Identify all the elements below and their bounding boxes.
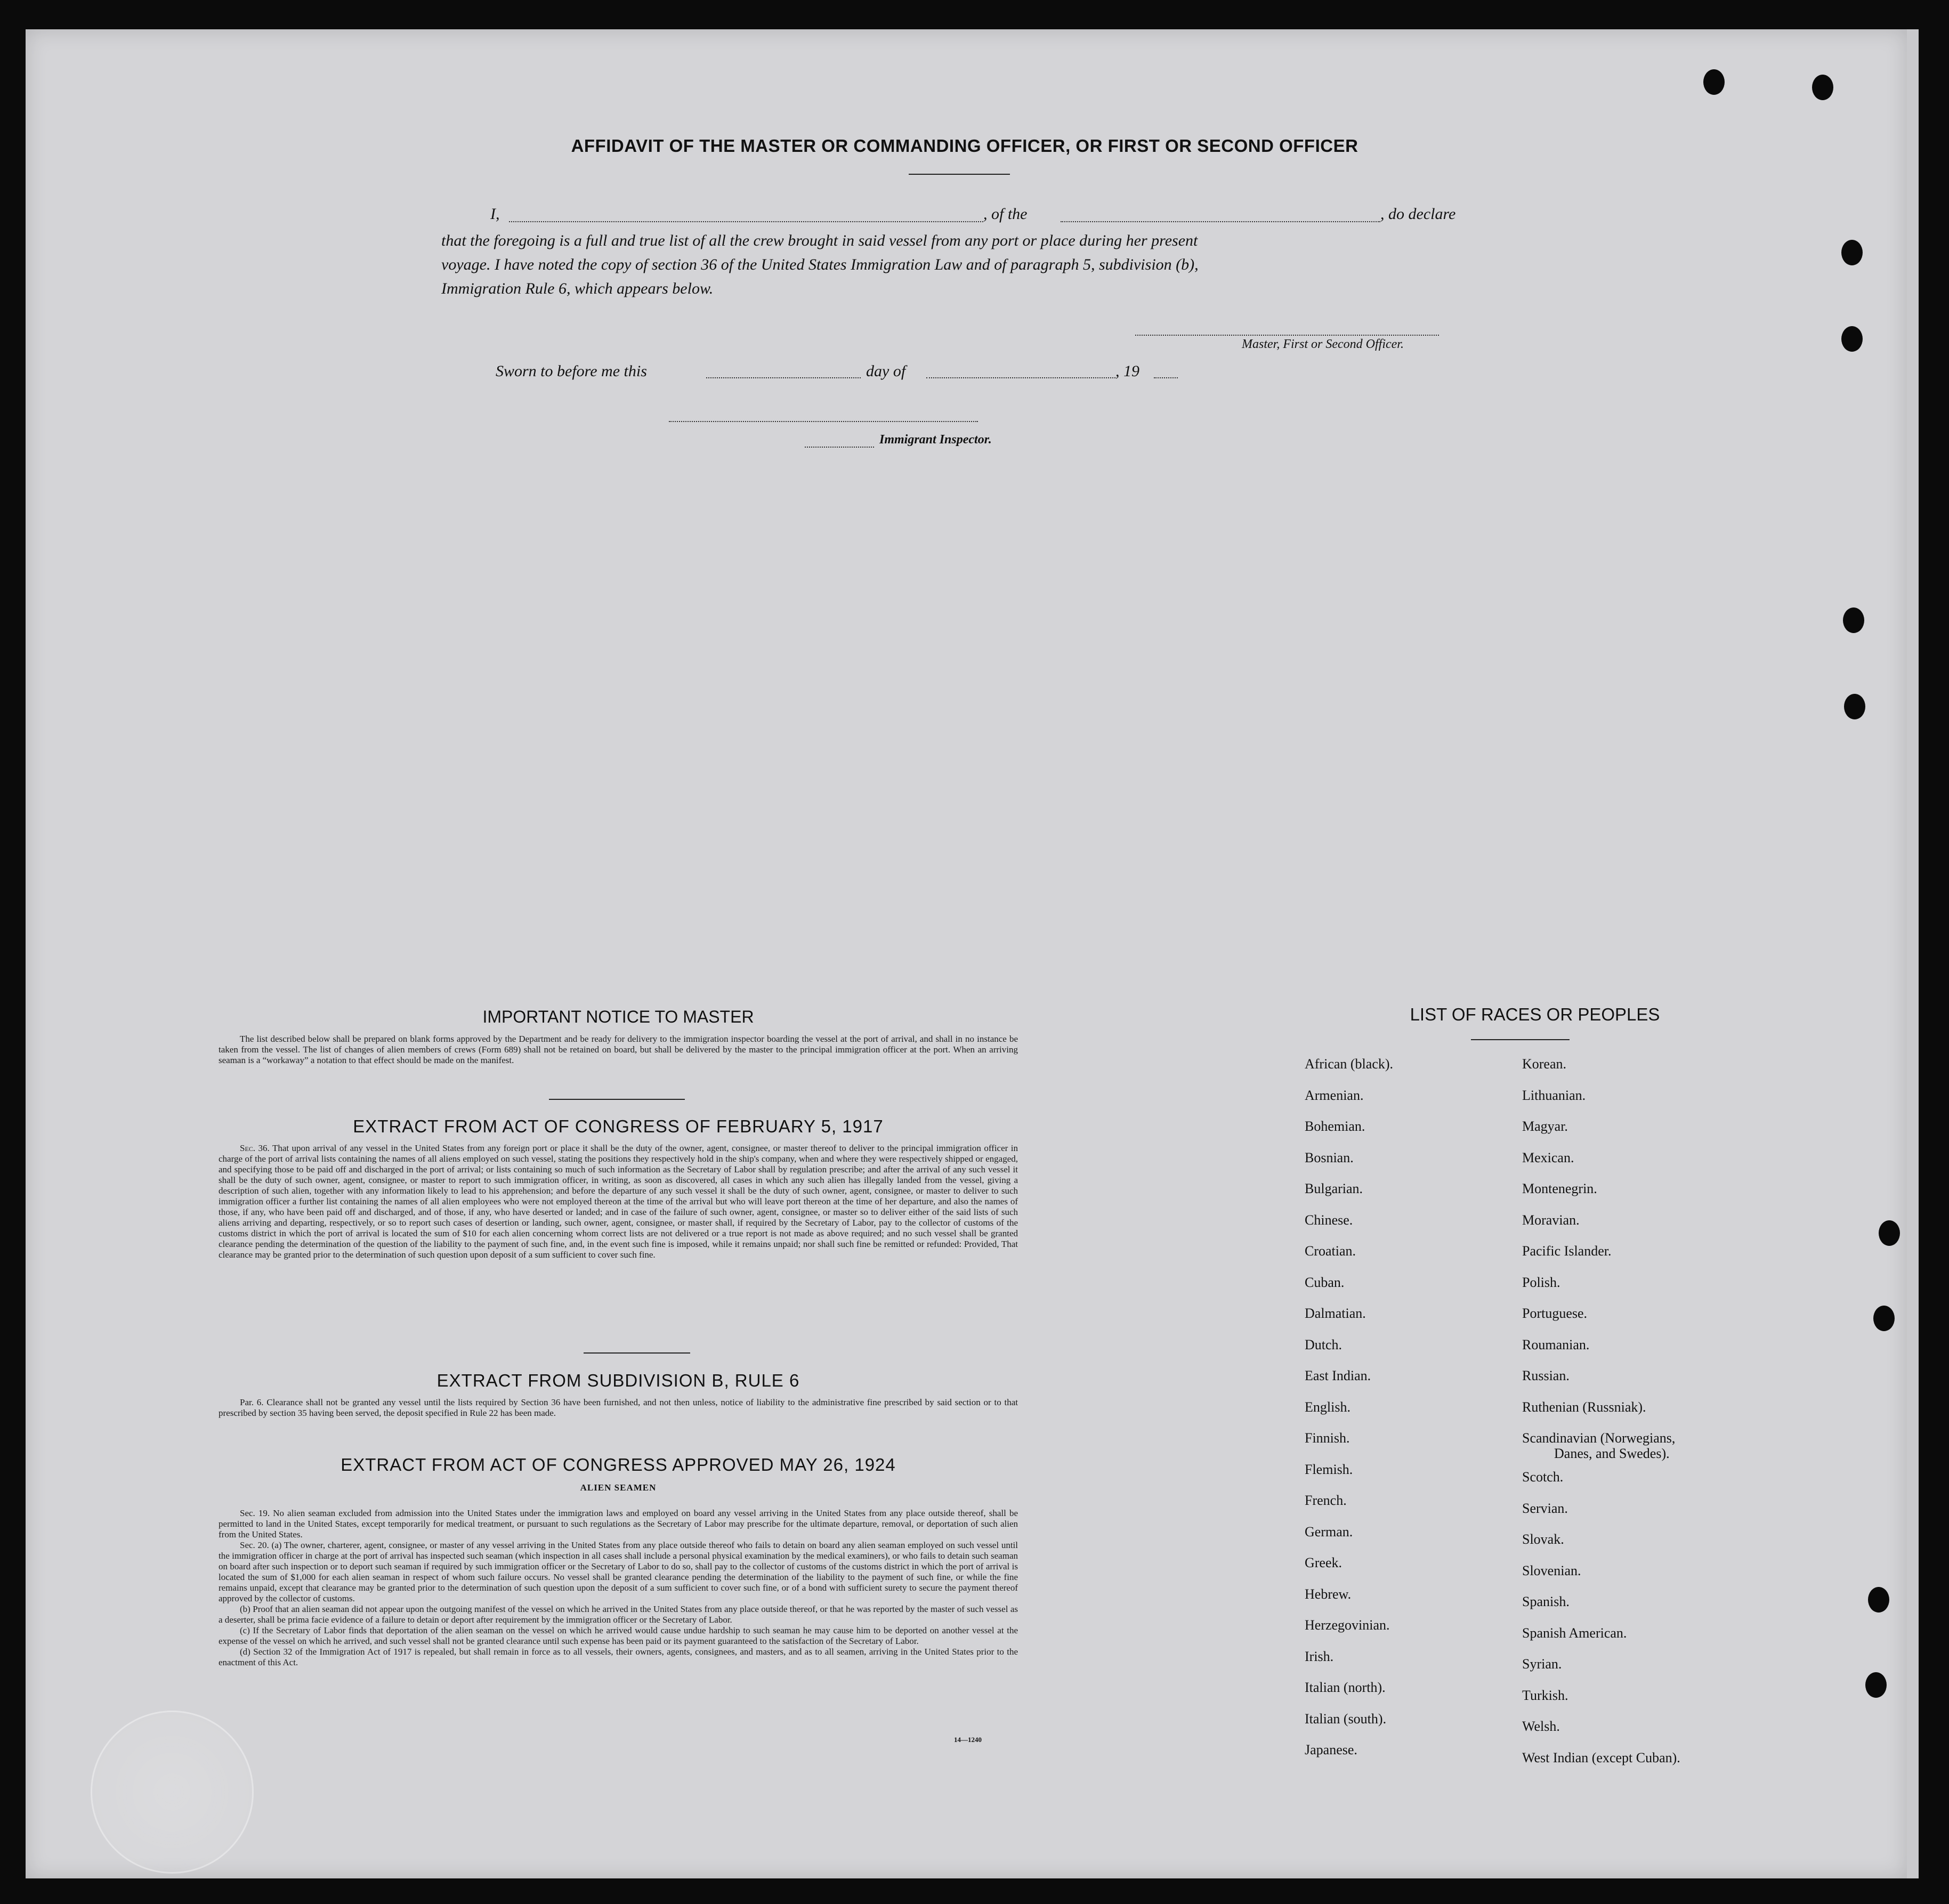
- race-item: German.: [1305, 1524, 1353, 1540]
- extract-1924-body: [219, 1508, 1018, 1668]
- sec-36-label: Sec. 36.: [240, 1143, 270, 1153]
- race-item: Armenian.: [1305, 1087, 1364, 1103]
- extract-1924-title: EXTRACT FROM ACT OF CONGRESS APPROVED MAY 26, 1924: [341, 1455, 896, 1474]
- race-item: Syrian.: [1522, 1656, 1562, 1672]
- race-item: Cuban.: [1305, 1274, 1345, 1290]
- race-item: Moravian.: [1522, 1212, 1580, 1228]
- section-rule: [549, 1099, 685, 1100]
- race-item: Italian (south).: [1305, 1711, 1387, 1727]
- embossed-seal-icon: [91, 1711, 254, 1874]
- affidavit-i: I,: [490, 205, 500, 223]
- race-item: Montenegrin.: [1522, 1181, 1597, 1196]
- race-item: Scandinavian (Norwegians,: [1522, 1430, 1676, 1446]
- race-item: Japanese.: [1305, 1742, 1357, 1757]
- binder-hole-icon: [1844, 694, 1865, 719]
- binder-hole-icon: [1812, 75, 1833, 100]
- race-item: Italian (north).: [1305, 1680, 1386, 1695]
- race-item: French.: [1305, 1493, 1347, 1508]
- race-item: Ruthenian (Russniak).: [1522, 1399, 1646, 1415]
- sworn-day-of: day of: [866, 362, 906, 380]
- vessel-field[interactable]: [1061, 221, 1380, 222]
- inspector-prefix-field[interactable]: [805, 447, 874, 448]
- extract-1924-subtitle: ALIEN SEAMEN: [580, 1482, 657, 1493]
- race-item: Danes, and Swedes).: [1554, 1446, 1670, 1461]
- sworn-month-field[interactable]: [926, 377, 1115, 378]
- form-number: 14—1240: [954, 1736, 982, 1744]
- race-item: Welsh.: [1522, 1719, 1560, 1734]
- extract-rule6-title: EXTRACT FROM SUBDIVISION B, RULE 6: [436, 1371, 800, 1390]
- sec-20a-text: Sec. 20. (a) The owner, charterer, agent, consignee, or master of any vessel arriving in the United States from any place outside thereof who fails to detain on board any alien seaman employed on such vessel until the immigration officer in charge at the port of arrival has inspected such seaman (which inspection in all cases shall include a personal physical examination by the medical examiners), or who fails to detain such seaman on board after such inspection or to deport such seaman if required by such immigration officer or the Secretary of Labor to do so, shall pay to the collector of customs of the customs district in which the port of arrival is located the sum of $1,000 for each alien seaman in respect of whom such failure occurs. No vessel shall be granted clearance pending the determination of the liability to the payment of such fine, or while the fine remains unpaid, except that clearance may be granted prior to the determination of such question upon the deposit of a sum sufficient to cover such fine, or of a bond with sufficient surety to secure the payment thereof approved by the collector of customs.: [219, 1540, 1018, 1603]
- sworn-year: , 19: [1115, 362, 1139, 380]
- binder-hole-icon: [1873, 1306, 1895, 1331]
- races-rule: [1471, 1039, 1570, 1040]
- race-item: Turkish.: [1522, 1687, 1568, 1703]
- sworn-day-field[interactable]: [706, 377, 861, 378]
- binder-hole-icon: [1879, 1220, 1900, 1246]
- races-right-column: [1522, 1049, 1680, 1773]
- race-item: Slovak.: [1522, 1532, 1564, 1547]
- name-field[interactable]: [509, 221, 983, 222]
- race-item: Slovenian.: [1522, 1562, 1581, 1578]
- race-item: Roumanian.: [1522, 1336, 1590, 1352]
- race-item: Russian.: [1522, 1368, 1570, 1383]
- notice-body: [219, 1034, 1018, 1066]
- title-rule: [909, 174, 1010, 175]
- race-item: Dutch.: [1305, 1336, 1343, 1352]
- notice-title: IMPORTANT NOTICE TO MASTER: [482, 1007, 754, 1026]
- binder-hole-icon: [1703, 69, 1725, 95]
- race-item: West Indian (except Cuban).: [1522, 1749, 1680, 1765]
- race-item: Dalmatian.: [1305, 1306, 1366, 1321]
- race-item: Pacific Islander.: [1522, 1243, 1612, 1259]
- race-item: Bosnian.: [1305, 1149, 1354, 1165]
- race-item: Croatian.: [1305, 1243, 1356, 1259]
- race-item: East Indian.: [1305, 1368, 1371, 1383]
- races-title: LIST OF RACES OR PEOPLES: [1410, 1004, 1660, 1024]
- binder-hole-icon: [1865, 1672, 1887, 1698]
- race-item: Bohemian.: [1305, 1119, 1365, 1134]
- race-item: Lithuanian.: [1522, 1087, 1586, 1103]
- affidavit-line2: that the foregoing is a full and true list of all the crew brought in said vessel from any port or place during her present: [441, 232, 1198, 249]
- race-item: Magyar.: [1522, 1119, 1568, 1134]
- extract-1917-body: [219, 1143, 1018, 1260]
- inspector-label: Immigrant Inspector.: [879, 433, 992, 447]
- race-item: Scotch.: [1522, 1469, 1564, 1485]
- race-item: Greek.: [1305, 1555, 1343, 1570]
- binder-hole-icon: [1843, 607, 1864, 633]
- race-item: Chinese.: [1305, 1212, 1353, 1228]
- affidavit-declare: , do declare: [1380, 205, 1456, 223]
- sec-20b-text: (b) Proof that an alien seaman did not appear upon the outgoing manifest of the vessel on which he arrived in the United States from any place outside thereof, or that he was reported by the master of such vessel as a deserter, shall be prima facie evidence of a failure to detain or deport after requirement by the immigration officer or the Secretary of Labor.: [219, 1604, 1018, 1625]
- sec-36-text: That upon arrival of any vessel in the United States from any foreign port or place it shall be the duty of the owner, agent, consignee, or master thereof to deliver to the principal immigration officer in charge of the port of arrival lists containing the names of all aliens employed on such vessel, stating the positions they respectively hold in the ship's company, when and where they were respectively shipped or engaged, and specifying those to be paid off and discharged in the port of arrival; or lists containing so much of such information as the Secretary of Labor shall by regulation prescribe; and after the arrival of any such vessel it shall be the duty of such owner, agent, consignee, or master to report to such immigration officer, in writing, as soon as discovered, all cases in which any such alien has illegally landed from the vessel, giving a description of such alien, together with any information likely to lead to his apprehension; and before the departure of any such vessel it shall be the duty of such owner, agent, consignee, or master to deliver to such immigration officer a further list containing the names of all alien employees who were not employed thereon at the time of the arrival but who will leave port thereon at the time of her departure, and also the names of those, if any, who have been paid off and discharged, and of those, if any, who have deserted or landed; and in case of the failure of such owner, agent, consignee, or master so to deliver either of the said lists of such aliens arriving and departing, respectively, or so to report such cases of desertion or landing, such owner, agent, consignee, or master shall, if required by the Secretary of Labor, pay to the collector of customs of the customs district in which the port of arrival is located the sum of $10 for each alien concerning whom correct lists are not delivered or a true report is not made as above required; and no such vessel shall be granted clearance pending the determination of the question of the liability to the payment of such fine, and, in the event such fine is imposed, while it remains unpaid; nor shall such fine be remitted or refunded: Provided, That clearance may be granted prior to the determination of such question upon deposit of a sum sufficient to cover such fine.: [219, 1143, 1018, 1260]
- race-item: Flemish.: [1305, 1461, 1353, 1477]
- sec-19-text: Sec. 19. No alien seaman excluded from admission into the United States under the immigration laws and employed on board any vessel arriving in the United States from any place outside thereof, shall be permitted to land in the United States, except temporarily for medical treatment, or pursuant to such regulations as the Secretary of Labor may prescribe for the ultimate departure, removal, or deportation of such alien from the United States.: [219, 1508, 1018, 1540]
- race-item: Servian.: [1522, 1500, 1568, 1516]
- race-item: Polish.: [1522, 1274, 1560, 1290]
- race-item: Spanish American.: [1522, 1625, 1627, 1641]
- race-item: Irish.: [1305, 1648, 1334, 1664]
- binder-hole-icon: [1868, 1587, 1889, 1613]
- race-item: Portuguese.: [1522, 1306, 1588, 1321]
- sec-20c-text: (c) If the Secretary of Labor finds that deportation of the alien seaman on the vessel on which he arrived would cause undue hardship to such seaman he may cause him to be deported on another vessel at the expense of the vessel on which he arrived, and such vessel shall not be granted clearance until such expense has been paid or its payment guaranteed to the satisfaction of the Secretary of Labor.: [219, 1625, 1018, 1646]
- race-item: Bulgarian.: [1305, 1181, 1363, 1196]
- race-item: Hebrew.: [1305, 1586, 1352, 1602]
- inspector-signature-field[interactable]: [669, 421, 978, 422]
- race-item: Korean.: [1522, 1056, 1567, 1072]
- affidavit-line3: voyage. I have noted the copy of section 36 of the United States Immigration Law and of paragraph 5, subdivision (b),: [441, 256, 1199, 273]
- affidavit-of-the: , of the: [983, 205, 1028, 223]
- notice-paragraph: The list described below shall be prepared on blank forms approved by the Department and be ready for delivery to the immigration inspector boarding the vessel at the port of arrival, and shall in no instance be taken from the vessel. The list of changes of alien members of crews (Form 689) shall not be retained on board, but shall be delivered by the master to the principal immigration officer at the port. When an arriving seaman is a “workaway” a notation to that effect should be made on the manifest.: [219, 1034, 1018, 1065]
- sworn-prefix: Sworn to before me this: [496, 362, 647, 380]
- section-rule: [584, 1352, 690, 1354]
- affidavit-line4: Immigration Rule 6, which appears below.: [441, 280, 714, 297]
- races-left-column: [1305, 1049, 1393, 1766]
- sec-20d-text: (d) Section 32 of the Immigration Act of 1917 is repealed, but shall remain in force as to all vessels, their owners, agents, consignees, and masters, and as to all seamen, arriving in the United States prior to the enactment of this Act.: [219, 1647, 1018, 1667]
- sworn-year-field[interactable]: [1154, 377, 1178, 378]
- race-item: Spanish.: [1522, 1594, 1570, 1609]
- signature-label: Master, First or Second Officer.: [1242, 337, 1404, 351]
- extract-1917-title: EXTRACT FROM ACT OF CONGRESS OF FEBRUARY 5, 1917: [353, 1116, 884, 1136]
- race-item: Finnish.: [1305, 1430, 1350, 1446]
- race-item: Mexican.: [1522, 1149, 1574, 1165]
- race-item: African (black).: [1305, 1056, 1394, 1072]
- par-6-text: Par. 6. Clearance shall not be granted any vessel until the lists required by Section 36 have been furnished, and not then unless, notice of liability to the administrative fine prescribed by said section or to that prescribed by section 35 having been served, the deposit specified in Rule 22 has been made.: [219, 1397, 1018, 1418]
- extract-rule6-body: [219, 1397, 1018, 1419]
- signature-field[interactable]: [1135, 335, 1439, 336]
- binder-hole-icon: [1841, 240, 1863, 265]
- page-edge: [1907, 29, 1919, 1878]
- affidavit-line1: [490, 205, 500, 223]
- race-item: Herzegovinian.: [1305, 1617, 1390, 1633]
- race-item: English.: [1305, 1399, 1350, 1415]
- binder-hole-icon: [1841, 326, 1863, 352]
- affidavit-title: AFFIDAVIT OF THE MASTER OR COMMANDING OFFICER, OR FIRST OR SECOND OFFICER: [571, 136, 1358, 156]
